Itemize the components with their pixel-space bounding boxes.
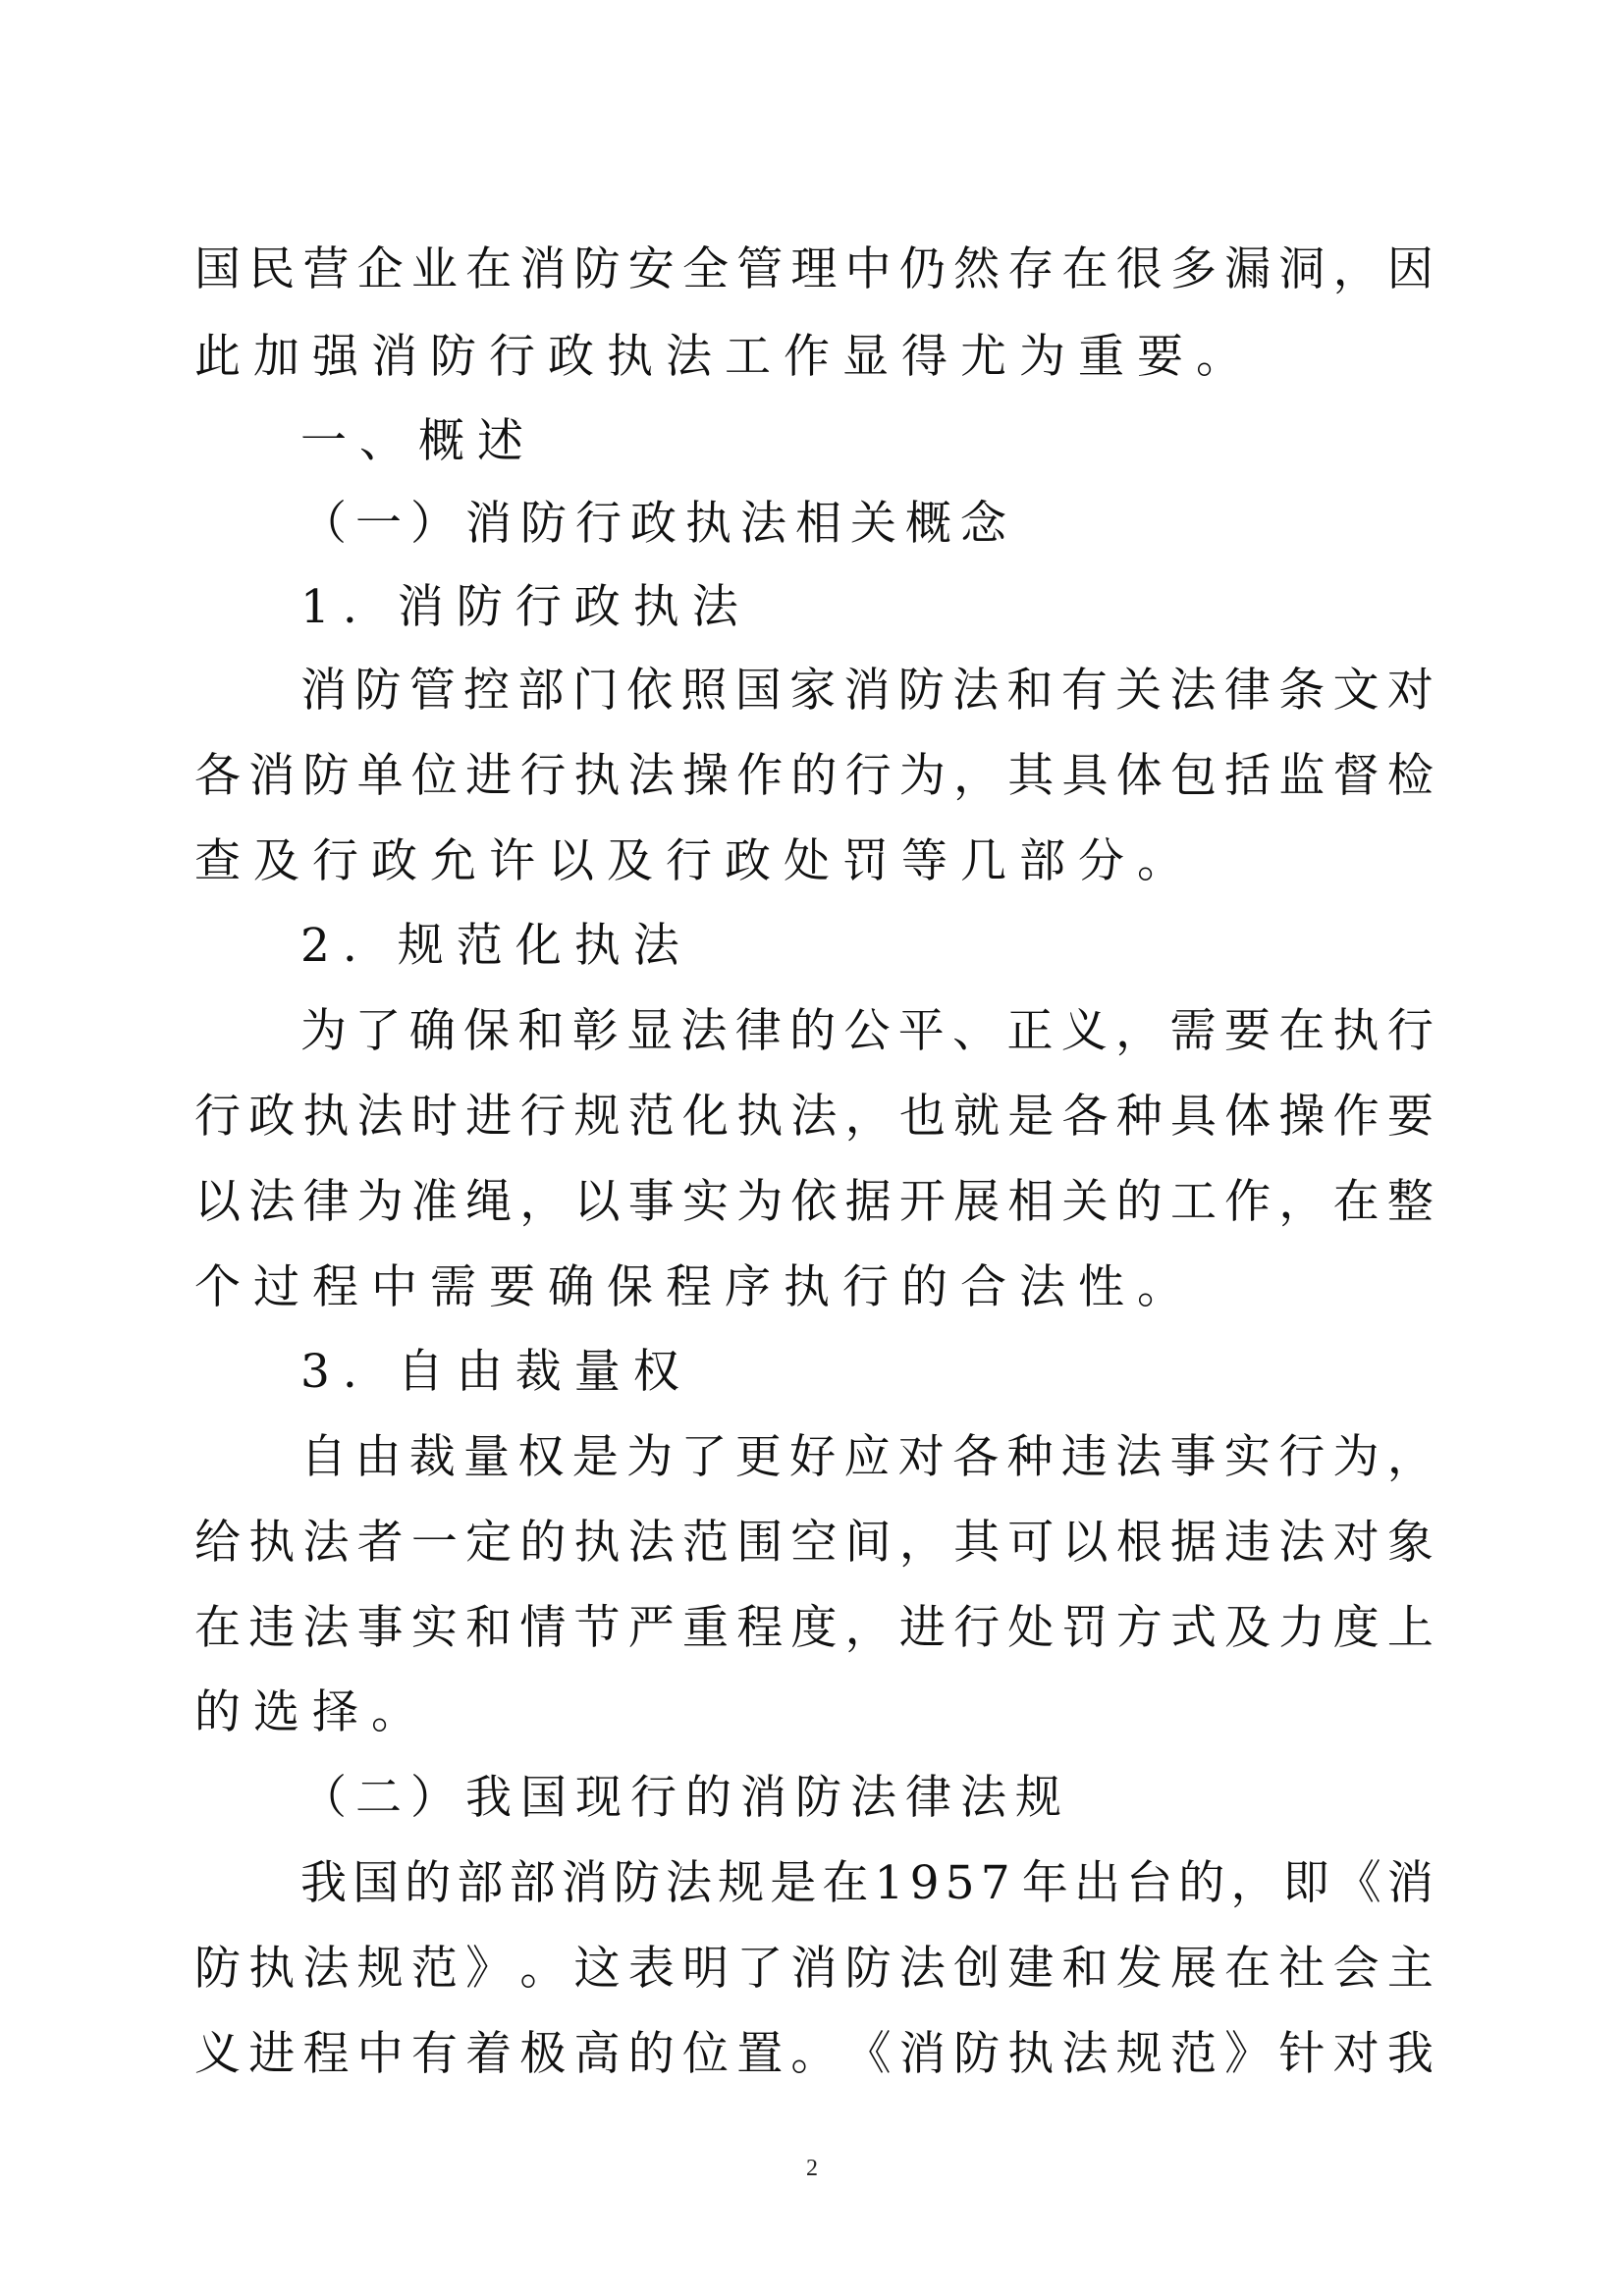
text-glyph: 正 [1006,1004,1054,1058]
text-glyph: 执 [1332,1004,1380,1058]
text-glyph: 督 [1332,749,1380,803]
text-glyph: 法 [302,1601,350,1655]
text-glyph: 实 [1223,1430,1271,1484]
text-glyph: 消 [843,664,891,718]
text-glyph: 在 [1224,1942,1272,1996]
text-glyph: 行 [953,1601,1001,1655]
text-glyph: 。 [519,1942,567,1996]
text-glyph: 管 [736,242,784,296]
text-glyph: 着 [465,2027,513,2081]
text-glyph: 法 [790,1090,838,1144]
text-glyph: 防 [844,1942,892,1996]
text-glyph: 自 [300,1430,347,1484]
text-glyph: 者 [356,1516,404,1570]
paragraph-line [194,1174,1434,1231]
text-glyph: 控 [463,664,511,718]
text-glyph: ， [1230,1856,1277,1910]
text-glyph: 和 [465,1601,513,1655]
text-glyph: 重 [681,1601,729,1655]
text-glyph: 作 [1332,1090,1380,1144]
text-glyph: 违 [1060,1430,1108,1484]
text-glyph: 防 [354,664,402,718]
text-glyph: 》 [465,1942,513,1996]
text-glyph: 消 [561,1856,608,1910]
text-glyph: 执 [573,749,621,803]
text-glyph: 量 [463,1430,511,1484]
numbered-heading: 1. 消防行政执法 [300,580,751,634]
text-glyph: 检 [1386,749,1434,803]
text-glyph: 社 [1278,1942,1326,1996]
paragraph-line [194,2026,1434,2083]
text-glyph: 违 [1224,1516,1272,1570]
text-glyph: 的 [405,1856,452,1910]
page-number: 2 [806,2156,818,2181]
subsection-heading: （二）我国现行的消防法律法规 [300,1771,1070,1825]
text-glyph: 节 [573,1601,621,1655]
text-glyph: 进 [898,1601,946,1655]
text-glyph: 情 [519,1601,567,1655]
text-glyph: 创 [953,1942,1001,1996]
text-glyph: 展 [953,1175,1001,1229]
text-glyph: 事 [1169,1430,1217,1484]
text-glyph: 在 [822,1856,869,1910]
text-glyph: 业 [410,242,458,296]
text-glyph: 管 [408,664,456,718]
text-glyph: 因 [1386,242,1434,296]
text-glyph: 给 [194,1516,241,1570]
text-glyph: ， [844,1090,892,1144]
text-glyph: 显 [626,1004,674,1058]
text-glyph: 依 [790,1175,838,1229]
text-glyph: 漏 [1224,242,1272,296]
text-glyph: 防 [897,664,945,718]
text-glyph: 主 [1386,1942,1434,1996]
text-glyph: 时 [410,1090,458,1144]
text-glyph: 执 [248,1942,296,1996]
text-glyph: 定 [465,1516,513,1570]
paragraph-line [300,663,1434,720]
text-glyph: 执 [1007,2027,1055,2081]
text-glyph: 行 [519,1090,567,1144]
text-glyph: 操 [1278,1090,1326,1144]
text-glyph: 法 [1061,2027,1109,2081]
text-glyph: 法 [1169,664,1217,718]
text-glyph: 律 [734,1004,782,1058]
text-glyph: 范 [681,1516,729,1570]
text-glyph: 民 [248,242,296,296]
text-glyph: 照 [680,664,728,718]
text-glyph: 要 [1386,1090,1434,1144]
text-glyph: 空 [790,1516,838,1570]
text-glyph: 事 [627,1175,675,1229]
text-glyph: 依 [626,664,674,718]
text-glyph: 消 [300,664,347,718]
text-glyph: 体 [1115,749,1163,803]
paragraph-line [300,1855,1434,1912]
text-glyph: 具 [1169,1090,1217,1144]
text-glyph: 操 [681,749,729,803]
text-glyph: 法 [627,749,675,803]
text-glyph: 执 [573,1516,621,1570]
text-glyph: 消 [1386,1856,1434,1910]
text-glyph: 。 [790,2027,838,2081]
text-glyph: 法 [302,1516,350,1570]
text-glyph: 行 [1278,1430,1326,1484]
text-glyph: 彰 [571,1004,619,1058]
text-glyph: 体 [1224,1090,1272,1144]
text-glyph: 进 [248,2027,296,2081]
text-glyph: 7 [980,1856,1010,1910]
text-glyph: 也 [898,1090,946,1144]
text-glyph: 置 [736,2027,784,2081]
text-glyph: 行 [844,749,892,803]
paragraph-line: 查及行政允许以及行政处罚等几部分。 [194,834,1196,888]
text-glyph: 全 [681,242,729,296]
text-glyph: 的 [627,2027,675,2081]
text-glyph: 关 [1061,1175,1109,1229]
text-glyph: 国 [194,242,241,296]
text-glyph: 法 [680,1004,728,1058]
text-glyph: 执 [248,1516,296,1570]
text-glyph: 裁 [408,1430,456,1484]
text-glyph: 种 [1115,1090,1163,1144]
text-glyph: 要 [1223,1004,1271,1058]
text-glyph: 律 [1223,664,1271,718]
text-glyph: 防 [194,1942,241,1996]
text-glyph: 消 [519,242,567,296]
text-glyph: 法 [898,1942,946,1996]
text-glyph: 其 [953,1516,1001,1570]
text-glyph: 权 [517,1430,565,1484]
text-glyph: 括 [1224,749,1272,803]
text-glyph: 是 [770,1856,817,1910]
text-glyph: 国 [734,664,782,718]
text-glyph: 的 [519,1516,567,1570]
text-glyph: 对 [1386,664,1434,718]
paragraph-line: 此加强消防行政执法工作显得尤为重要。 [194,330,1255,384]
text-glyph: 对 [1332,2027,1380,2081]
text-glyph: 单 [356,749,404,803]
text-glyph: 防 [613,1856,660,1910]
text-glyph: 和 [1061,1942,1109,1996]
text-glyph: 的 [789,1004,837,1058]
text-glyph: 很 [1115,242,1163,296]
paragraph-line [194,1515,1434,1572]
text-glyph: 义 [194,2027,241,2081]
text-glyph: 进 [465,749,513,803]
subsection-heading: （一）消防行政执法相关概念 [300,497,1015,551]
paragraph-line [194,1089,1434,1146]
text-glyph: 企 [356,242,404,296]
text-glyph: 以 [1061,1516,1109,1570]
text-glyph: 好 [789,1430,837,1484]
text-glyph: 关 [1115,664,1163,718]
text-glyph: 以 [573,1175,621,1229]
paragraph-line [300,1003,1434,1060]
text-glyph: 严 [627,1601,675,1655]
text-glyph: 保 [463,1004,511,1058]
text-glyph: 年 [1021,1856,1068,1910]
text-glyph: 在 [1332,1175,1380,1229]
text-glyph: ， [844,1601,892,1655]
text-glyph: 义 [1060,1004,1108,1058]
text-glyph: 实 [410,1601,458,1655]
text-glyph: 表 [627,1942,675,1996]
text-glyph: 9 [909,1856,940,1910]
text-glyph: 有 [1060,664,1108,718]
text-glyph: 政 [248,1090,296,1144]
text-glyph: 的 [790,749,838,803]
text-glyph: 根 [1115,1516,1163,1570]
text-glyph: 和 [517,1004,565,1058]
text-glyph: ， [1386,1430,1434,1484]
text-glyph: 及 [1224,1601,1272,1655]
text-glyph: 各 [952,1430,1000,1484]
text-glyph: 法 [248,1175,296,1229]
text-glyph: 文 [1332,664,1380,718]
text-glyph: 为 [300,1004,347,1058]
text-glyph: 是 [1007,1090,1055,1144]
text-glyph: 、 [952,1004,1000,1058]
text-glyph: 的 [1115,1175,1163,1229]
text-glyph: 在 [1061,242,1109,296]
text-glyph: 消 [790,1942,838,1996]
text-glyph: 法 [1278,1516,1326,1570]
text-glyph: 平 [897,1004,945,1058]
text-glyph: ， [1115,1004,1163,1058]
text-glyph: 规 [573,1090,621,1144]
text-glyph: 应 [843,1430,891,1484]
text-glyph: 洞 [1278,242,1326,296]
text-glyph: 的 [1178,1856,1225,1910]
text-glyph: 更 [734,1430,782,1484]
text-glyph: 程 [736,1601,784,1655]
text-glyph: 法 [627,1516,675,1570]
text-glyph: 5 [945,1856,975,1910]
text-glyph: 规 [356,1942,404,1996]
text-glyph: 和 [1006,664,1054,718]
paragraph-line: 个过程中需要确保程序执行的合法性。 [194,1260,1196,1314]
text-glyph: 在 [465,242,513,296]
text-glyph: 是 [571,1430,619,1484]
text-glyph: 罚 [1061,1601,1109,1655]
text-glyph: 然 [953,242,1001,296]
text-glyph: 在 [1278,1004,1326,1058]
text-glyph: 范 [1169,2027,1217,2081]
paragraph-line: 的选择。 [194,1685,430,1739]
text-glyph: 其 [1007,749,1055,803]
text-glyph: 部 [517,664,565,718]
text-glyph: 对 [1332,1516,1380,1570]
text-glyph: 化 [681,1090,729,1144]
text-glyph: 对 [897,1430,945,1484]
text-glyph: 可 [1007,1516,1055,1570]
text-glyph: 部 [509,1856,556,1910]
text-glyph: 行 [1386,1004,1434,1058]
text-glyph: 作 [1224,1175,1272,1229]
text-glyph: 会 [1332,1942,1380,1996]
text-glyph: 这 [573,1942,621,1996]
text-glyph: 我 [1386,2027,1434,2081]
text-glyph: 安 [627,242,675,296]
text-glyph: 条 [1278,664,1326,718]
text-glyph: 各 [194,749,241,803]
text-glyph: 了 [354,1004,402,1058]
text-glyph: 律 [302,1175,350,1229]
text-glyph: 为 [736,1175,784,1229]
text-glyph: 范 [410,1942,458,1996]
text-glyph: 《 [844,2027,892,2081]
text-glyph: 防 [573,242,621,296]
text-glyph: 范 [627,1090,675,1144]
text-glyph: 法 [665,1856,712,1910]
text-glyph: 法 [302,1942,350,1996]
text-glyph: 1 [874,1856,904,1910]
text-glyph: 位 [681,2027,729,2081]
section-heading: 一、概述 [300,414,536,468]
text-glyph: 据 [1169,1516,1217,1570]
text-glyph: 法 [1115,1430,1163,1484]
text-glyph: 进 [465,1090,513,1144]
text-glyph: 需 [1169,1004,1217,1058]
text-glyph: 处 [1007,1601,1055,1655]
text-glyph: ， [1278,1175,1326,1229]
text-glyph: 展 [1169,1942,1217,1996]
text-glyph: 》 [1224,2027,1272,2081]
text-glyph: 在 [194,1601,241,1655]
paragraph-line [300,1429,1434,1486]
text-glyph: 发 [1115,1942,1163,1996]
paragraph-line [194,1941,1434,1998]
text-glyph: 上 [1386,1601,1434,1655]
text-glyph: 法 [952,664,1000,718]
paragraph-line [194,748,1434,805]
text-glyph: 防 [953,2027,1001,2081]
text-glyph: 了 [736,1942,784,1996]
text-glyph: 公 [843,1004,891,1058]
text-glyph: 确 [408,1004,456,1058]
text-glyph: 了 [680,1430,728,1484]
text-glyph: 相 [1007,1175,1055,1229]
text-glyph: 理 [790,242,838,296]
text-glyph: 据 [844,1175,892,1229]
text-glyph: 行 [194,1090,241,1144]
text-glyph: 工 [1169,1175,1217,1229]
text-glyph: 国 [352,1856,400,1910]
text-glyph: 营 [302,242,350,296]
text-glyph: 实 [681,1175,729,1229]
text-glyph: 明 [681,1942,729,1996]
text-glyph: 建 [1007,1942,1055,1996]
text-glyph: 有 [410,2027,458,2081]
text-glyph: 为 [898,749,946,803]
text-glyph: 绳 [465,1175,513,1229]
text-glyph: 度 [790,1601,838,1655]
text-glyph: 程 [302,2027,350,2081]
text-glyph: ， [519,1175,567,1229]
text-glyph: 部 [457,1856,504,1910]
text-glyph: 式 [1169,1601,1217,1655]
text-glyph: 我 [300,1856,347,1910]
text-glyph: 违 [248,1601,296,1655]
text-glyph: ， [898,1516,946,1570]
paragraph-line [194,1600,1434,1657]
text-glyph: 具 [1061,749,1109,803]
paragraph-line [194,241,1434,298]
text-glyph: 各 [1061,1090,1109,1144]
text-glyph: 度 [1332,1601,1380,1655]
text-glyph: 方 [1115,1601,1163,1655]
text-glyph: 多 [1169,242,1217,296]
text-glyph: 极 [519,2027,567,2081]
text-glyph: 即 [1282,1856,1329,1910]
text-glyph: 仍 [898,242,946,296]
text-glyph: 消 [248,749,296,803]
text-glyph: 防 [302,749,350,803]
text-glyph: 事 [356,1601,404,1655]
text-glyph: 力 [1278,1601,1326,1655]
text-glyph: 监 [1278,749,1326,803]
text-glyph: 台 [1126,1856,1173,1910]
text-glyph: 象 [1386,1516,1434,1570]
text-glyph: 法 [356,1090,404,1144]
text-glyph: 执 [736,1090,784,1144]
text-glyph: 门 [571,664,619,718]
text-glyph: 围 [736,1516,784,1570]
text-glyph: 种 [1006,1430,1054,1484]
text-glyph: 作 [736,749,784,803]
text-glyph: 整 [1386,1175,1434,1229]
text-glyph: ， [1332,242,1380,296]
text-glyph: 针 [1278,2027,1326,2081]
text-glyph: 存 [1007,242,1055,296]
text-glyph: 高 [573,2027,621,2081]
text-glyph: 为 [356,1175,404,1229]
text-glyph: 准 [410,1175,458,1229]
text-glyph: 为 [1332,1430,1380,1484]
text-glyph: 规 [718,1856,765,1910]
text-glyph: 《 [1334,1856,1381,1910]
text-glyph: 规 [1115,2027,1163,2081]
text-glyph: 消 [898,2027,946,2081]
numbered-heading: 3. 自由裁量权 [300,1345,692,1399]
text-glyph: 位 [410,749,458,803]
text-glyph: 以 [194,1175,241,1229]
text-glyph: 就 [953,1090,1001,1144]
text-glyph: 家 [789,664,837,718]
text-glyph: 包 [1169,749,1217,803]
text-glyph: 开 [898,1175,946,1229]
text-glyph: 行 [519,749,567,803]
text-glyph: 由 [354,1430,402,1484]
text-glyph: 中 [356,2027,404,2081]
text-glyph: 执 [302,1090,350,1144]
numbered-heading: 2. 规范化执法 [300,919,692,973]
text-glyph: 间 [844,1516,892,1570]
text-glyph: 中 [844,242,892,296]
text-glyph: ， [953,749,1001,803]
text-glyph: 为 [626,1430,674,1484]
text-glyph: 一 [410,1516,458,1570]
text-glyph: 出 [1074,1856,1121,1910]
